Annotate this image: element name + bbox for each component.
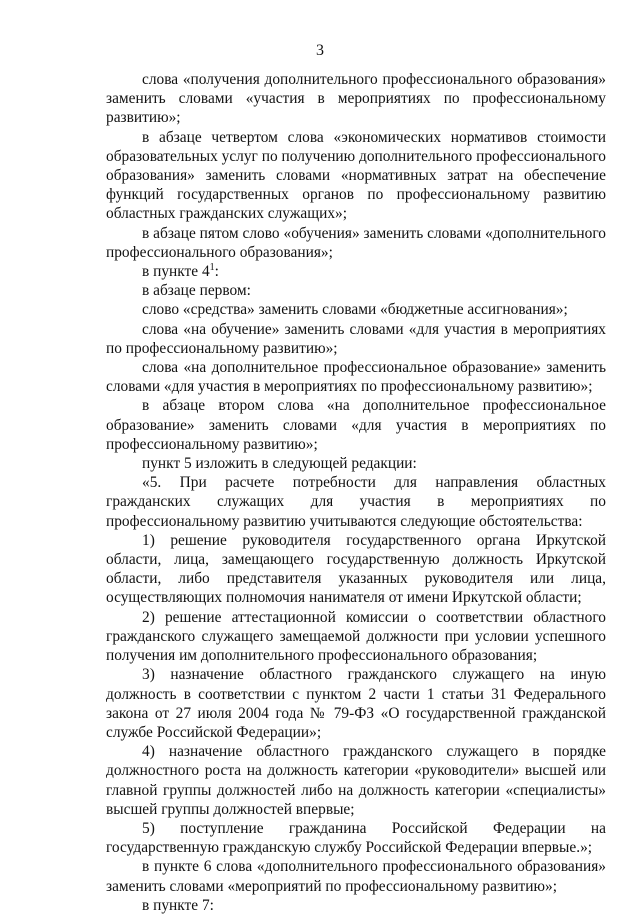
paragraph: 4) назначение областного гражданского служащего в порядке должностного роста на должность категории «руководители» высшей или главной группы должностей либо на должность категории «специалисты» высшей группы должностей впервые;	[106, 743, 606, 818]
paragraph: 5) поступление гражданина Российской Федерации на государственную гражданскую службу Российской Федерации впервые.»;	[106, 819, 606, 857]
document-body	[106, 70, 606, 915]
paragraph: слово «средства» заменить словами «бюджетные ассигнования»;	[142, 301, 568, 319]
paragraph: в пункте 7:	[142, 896, 214, 914]
paragraph-suffix: :	[214, 263, 219, 281]
superscript: 1	[209, 261, 215, 273]
paragraph: 1) решение руководителя государственного органа Иркутской области, лица, замещающего государственную должность Иркутской области, либо представителя указанных руководителя или лица, осуществляющих полномочия нанимателя от имени Иркутской области;	[106, 531, 606, 607]
page-number: 3	[316, 42, 324, 59]
paragraph-point-4	[106, 262, 606, 281]
paragraph-text: в пункте 4	[142, 263, 210, 281]
paragraph: в абзаце пятом слово «обучения» заменить словами «дополнительного профессионального образования»;	[106, 224, 606, 261]
paragraph: «5. При расчете потребности для направления областных гражданских служащих для участия в мероприятиях по профессиональному развитию учитываются следующие обстоятельства:	[106, 474, 606, 530]
paragraph: в абзаце первом:	[142, 282, 251, 300]
paragraph: 2) решение аттестационной комиссии о соответствии областного гражданского служащего замещаемой должности при условии успешного получения им дополнительного профессионального образования;	[106, 608, 606, 665]
paragraph: в пункте 6 слова «дополнительного профессионального образования» заменить словами «мероприятий по профессиональному развитию»;	[106, 858, 606, 895]
paragraph: в абзаце втором слова «на дополнительное профессиональное образование» заменить словами «для участия в мероприятиях по профессиональному развитию»;	[106, 397, 606, 453]
paragraph: пункт 5 изложить в следующей редакции:	[142, 455, 417, 473]
paragraph: слова «получения дополнительного профессионального образования» заменить словами «участия в мероприятиях по профессиональному развитию»;	[106, 71, 606, 127]
paragraph: в абзаце четвертом слова «экономических нормативов стоимости образовательных услуг по получению дополнительного профессионального образования» заменить словами «нормативных затрат на обеспечение функций государственных органов по профессиональному развитию областных гражданских служащих»;	[106, 128, 606, 223]
paragraph: 3) назначение областного гражданского служащего на иную должность в соответствии с пунктом 2 части 1 статьи 31 Федерального закона от 27 июля 2004 года № 79-ФЗ «О государственной гражданской службе Российской Федерации»;	[106, 666, 606, 741]
paragraph: слова «на обучение» заменить словами «для участия в мероприятиях по профессиональному развитию»;	[106, 320, 606, 357]
paragraph: слова «на дополнительное профессиональное образование» заменить словами «для участия в мероприятиях по профессиональному развитию»;	[106, 359, 606, 396]
